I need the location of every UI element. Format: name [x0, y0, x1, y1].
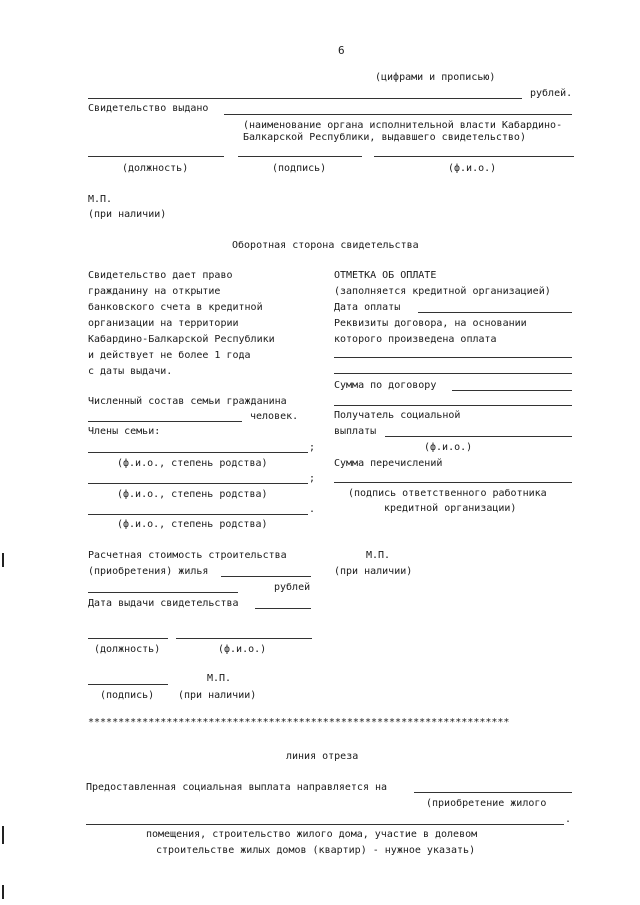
rights-line: банковского счета в кредитной — [88, 302, 263, 313]
signer-caption: (подпись ответственного работника — [348, 488, 547, 499]
left-stamp-label: М.П. — [207, 673, 232, 684]
amount-caption: (цифрами и прописью) — [375, 72, 496, 83]
right-stamp-label: М.П. — [366, 550, 391, 561]
member-end: . — [309, 504, 316, 515]
transfer-sum-line — [334, 482, 572, 483]
cost-line — [221, 576, 311, 577]
left-position-caption: (должность) — [94, 644, 161, 655]
sent-to-caption-2: помещения, строительство жилого дома, участие в долевом — [146, 829, 478, 840]
contract-sum-line — [452, 390, 572, 391]
page-number: 6 — [338, 44, 345, 57]
left-stamp-note: (при наличии) — [178, 690, 257, 701]
position-caption: (должность) — [122, 163, 189, 174]
reverse-side-title: Оборотная сторона свидетельства — [232, 240, 419, 251]
sent-to-end: . — [565, 814, 572, 825]
signature-caption: (подпись) — [272, 163, 327, 174]
name-caption: (ф.и.о.) — [448, 163, 497, 174]
member-separator: ; — [309, 442, 316, 453]
payment-date-label: Дата оплаты — [334, 302, 401, 313]
member-caption-1: (ф.и.о., степень родства) — [117, 458, 268, 469]
cost-rubles-line — [88, 592, 238, 593]
signature-line — [238, 156, 362, 157]
issued-line — [224, 114, 572, 115]
recipient-label-2: выплаты — [334, 426, 377, 437]
rights-line: Кабардино-Балкарской Республики — [88, 334, 275, 345]
family-count-line — [88, 421, 242, 422]
rights-line: с даты выдачи. — [88, 366, 173, 377]
contract-label-2: которого произведена оплата — [334, 334, 497, 345]
family-count-label: Численный состав семьи гражданина — [88, 396, 287, 407]
left-signature-line — [88, 684, 168, 685]
left-name-line — [176, 638, 312, 639]
payment-date-line — [418, 312, 572, 313]
sent-to-caption: (приобретение жилого — [426, 798, 547, 809]
left-name-caption: (ф.и.о.) — [218, 644, 267, 655]
contract-sum-line-2 — [334, 405, 572, 406]
issue-date-label: Дата выдачи свидетельства — [88, 598, 239, 609]
rights-line: и действует не более 1 года — [88, 350, 251, 361]
family-count-unit: человек. — [250, 411, 299, 422]
member-caption-3: (ф.и.о., степень родства) — [117, 519, 268, 530]
member-line-2 — [88, 483, 308, 484]
sent-to-line — [414, 792, 572, 793]
sent-to-label: Предоставленная социальная выплата направляется на — [86, 782, 388, 793]
member-separator: ; — [309, 473, 316, 484]
recipient-name-caption: (ф.и.о.) — [424, 442, 473, 453]
member-line-1 — [88, 452, 308, 453]
right-stamp-note: (при наличии) — [334, 566, 413, 577]
scan-mark — [2, 885, 4, 899]
rights-line: гражданину на открытие — [88, 286, 221, 297]
stamp-note: (при наличии) — [88, 209, 167, 220]
contract-label: Реквизиты договора, на основании — [334, 318, 527, 329]
scan-mark — [2, 826, 4, 844]
transfer-sum-label: Сумма перечислений — [334, 458, 443, 469]
rights-line: организации на территории — [88, 318, 239, 329]
issued-label: Свидетельство выдано — [88, 103, 209, 114]
recipient-label: Получатель социальной — [334, 410, 461, 421]
position-line — [88, 156, 224, 157]
issue-date-line — [255, 608, 311, 609]
cost-rubles-label: рублей — [274, 582, 311, 593]
sent-to-line-2 — [86, 824, 564, 825]
contract-line-2 — [334, 373, 572, 374]
member-caption-2: (ф.и.о., степень родства) — [117, 489, 268, 500]
sent-to-caption-3: строительстве жилых домов (квартир) - нужное указать) — [156, 845, 476, 856]
member-line-3 — [88, 514, 308, 515]
amount-line — [88, 98, 522, 99]
cost-label: Расчетная стоимость строительства — [88, 550, 287, 561]
recipient-line — [385, 436, 572, 437]
payment-note: (заполняется кредитной организацией) — [334, 286, 551, 297]
payment-title: ОТМЕТКА ОБ ОПЛАТЕ — [334, 270, 437, 281]
scan-mark — [2, 553, 4, 567]
cost-label-2: (приобретения) жилья — [88, 566, 209, 577]
issued-caption-1: (наименование органа исполнительной власти Кабардино- — [243, 120, 563, 131]
signer-caption-2: кредитной организации) — [384, 503, 517, 514]
contract-line-1 — [334, 357, 572, 358]
stamp-label: М.П. — [88, 194, 113, 205]
left-signature-caption: (подпись) — [100, 690, 155, 701]
rubles-label: рублей. — [530, 88, 573, 99]
name-line — [374, 156, 574, 157]
star-divider: ********************************************************************** — [88, 717, 510, 728]
cut-line-label: линия отреза — [286, 751, 359, 762]
issued-caption-2: Балкарской Республики, выдавшего свидетельство) — [243, 132, 526, 143]
members-label: Члены семьи: — [88, 426, 161, 437]
left-position-line — [88, 638, 168, 639]
rights-line: Свидетельство дает право — [88, 270, 233, 281]
contract-sum-label: Сумма по договору — [334, 380, 437, 391]
